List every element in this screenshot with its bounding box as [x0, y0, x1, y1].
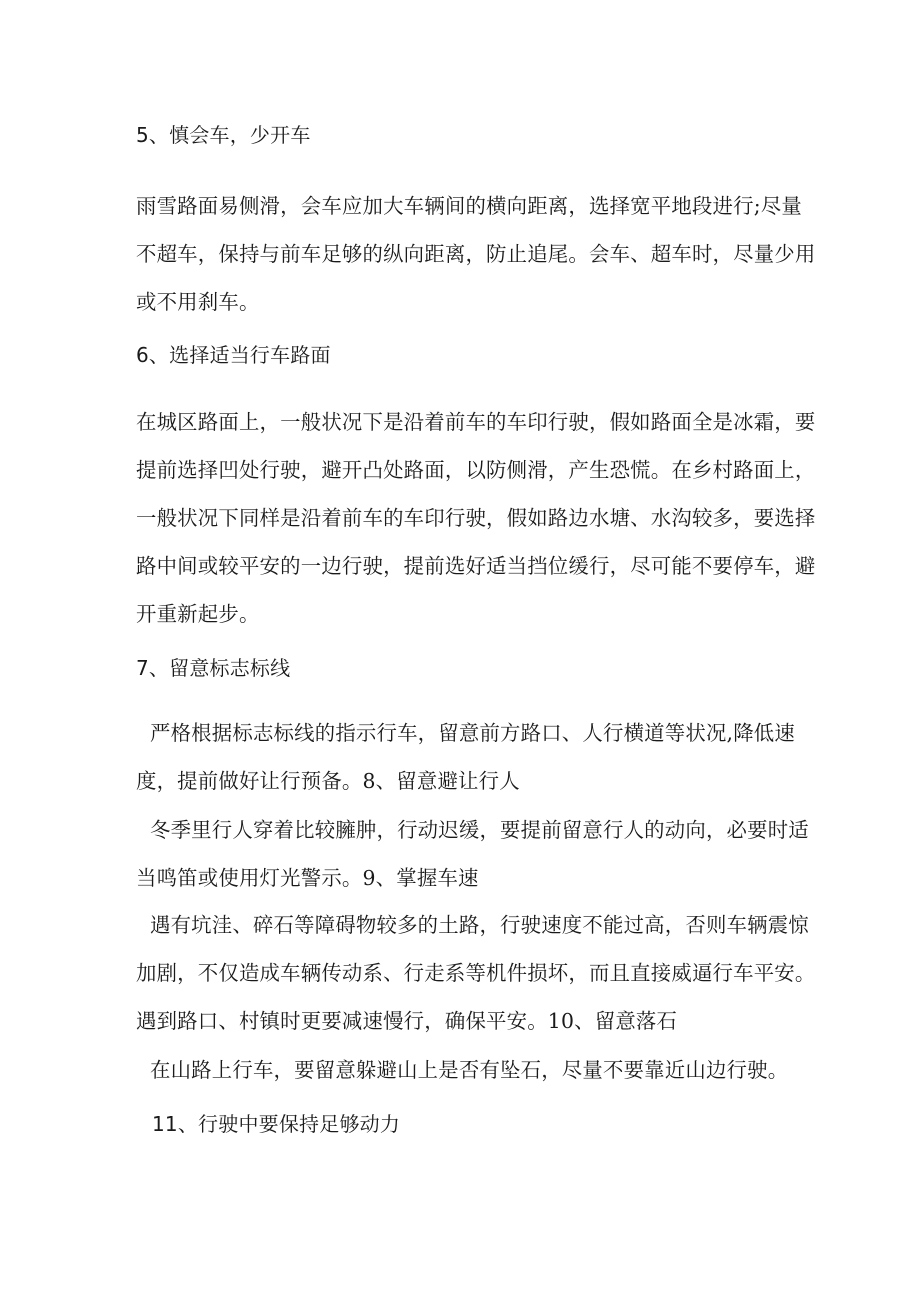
- paragraph-line: 遇到路口、村镇时更要减速慢行，确保平安。10、留意落石: [136, 1009, 678, 1033]
- paragraph-line: 当鸣笛或使用灯光警示。9、掌握车速: [136, 866, 479, 890]
- paragraph-line: 不超车，保持与前车足够的纵向距离，防止追尾。会车、超车时，尽量少用: [136, 242, 816, 266]
- paragraph-line: 加剧，不仅造成车辆传动系、行走系等机件损坏，而且直接威逼行车平安。: [136, 961, 816, 985]
- paragraph-line: 冬季里行人穿着比较臃肿，行动迟缓，要提前留意行人的动向，必要时适: [150, 818, 809, 842]
- paragraph-line: 遇有坑洼、碎石等障碍物较多的土路，行驶速度不能过高，否则车辆震惊: [150, 913, 809, 937]
- paragraph-line: 在山路上行车，要留意躲避山上是否有坠石，尽量不要靠近山边行驶。: [150, 1058, 789, 1082]
- paragraph-line: 在城区路面上，一般状况下是沿着前车的车印行驶，假如路面全是冰霜，要: [136, 410, 816, 434]
- paragraph-line: 一般状况下同样是沿着前车的车印行驶，假如路边水塘、水沟较多，要选择: [136, 506, 816, 530]
- paragraph-line: 开重新起步。: [136, 602, 260, 626]
- section-heading-11: 11、行驶中要保持足够动力: [152, 1112, 401, 1136]
- paragraph-line: 度，提前做好让行预备。8、留意避让行人: [136, 769, 520, 793]
- paragraph-line: 严格根据标志标线的指示行车，留意前方路口、人行横道等状况,降低速: [150, 721, 795, 745]
- section-heading-7: 7、留意标志标线: [136, 656, 291, 680]
- paragraph-line: 路中间或较平安的一边行驶，提前选好适当挡位缓行，尽可能不要停车，避: [136, 554, 816, 578]
- paragraph-line: 提前选择凹处行驶，避开凸处路面，以防侧滑，产生恐慌。在乡村路面上，: [136, 458, 816, 482]
- paragraph-line: 雨雪路面易侧滑，会车应加大车辆间的横向距离，选择宽平地段进行;尽量: [136, 194, 802, 218]
- section-heading-5: 5、慎会车，少开车: [136, 123, 311, 147]
- paragraph-line: 或不用刹车。: [136, 290, 260, 314]
- section-heading-6: 6、选择适当行车路面: [136, 343, 331, 367]
